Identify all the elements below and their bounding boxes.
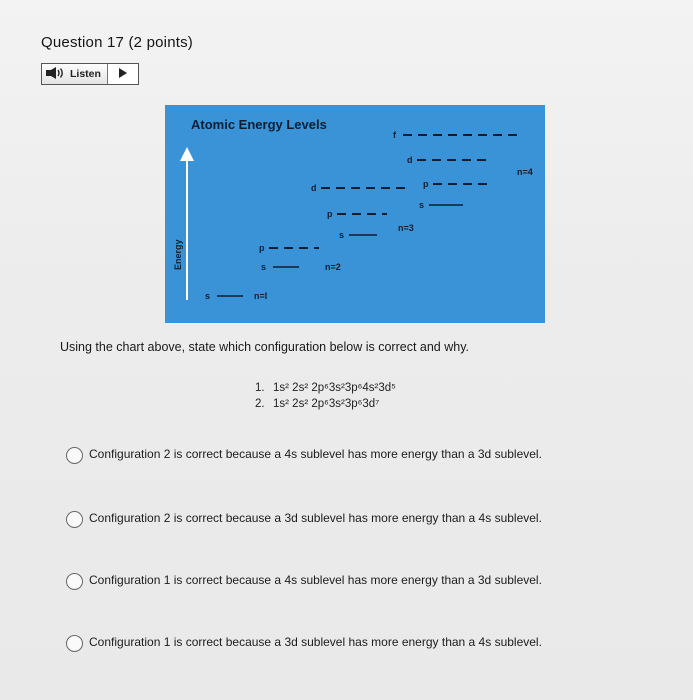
radio-button-3[interactable] xyxy=(66,573,83,590)
level-n4-label: n=4 xyxy=(517,167,533,177)
question-prompt: Using the chart above, state which configuration below is correct and why. xyxy=(60,340,470,354)
answer-option-text: Configuration 2 is correct because a 4s sublevel has more energy than a 3d sublevel. xyxy=(89,447,542,461)
configuration-item xyxy=(255,380,396,396)
level-n3-label: n=3 xyxy=(398,223,414,233)
level-1s-label: s xyxy=(205,291,211,301)
level-3s-label: s xyxy=(339,230,345,240)
level-3d-label: d xyxy=(311,183,317,193)
level-n1-label: n=l xyxy=(254,291,268,301)
answer-option-text: Configuration 1 is correct because a 4s sublevel has more energy than a 3d sublevel. xyxy=(89,573,542,587)
radio-button-2[interactable] xyxy=(66,511,83,528)
answer-option-2[interactable] xyxy=(66,510,609,528)
answer-option-3[interactable] xyxy=(66,572,609,590)
level-3p-label: p xyxy=(327,209,333,219)
configuration-text: 1s² 2s² 2p⁶3s²3p⁶3d⁷ xyxy=(273,398,380,410)
axis-arrow-icon xyxy=(180,147,194,161)
listen-button[interactable] xyxy=(42,64,108,84)
level-4d-label: d xyxy=(407,155,413,165)
answer-option-1[interactable] xyxy=(66,446,609,464)
chart-title: Atomic Energy Levels xyxy=(191,117,327,132)
question-points: (2 points) xyxy=(128,34,193,51)
question-title xyxy=(41,34,193,51)
level-2p-label: p xyxy=(259,243,265,253)
axis-label: Energy xyxy=(173,239,183,270)
energy-level-chart xyxy=(165,105,545,323)
radio-button-4[interactable] xyxy=(66,635,83,652)
radio-button-1[interactable] xyxy=(66,447,83,464)
configuration-text: 1s² 2s² 2p⁶3s²3p⁶4s²3d⁵ xyxy=(273,382,396,394)
level-4p-label: p xyxy=(423,179,429,189)
configuration-number: 2. xyxy=(255,398,265,410)
listen-label: Listen xyxy=(70,68,101,80)
energy-level-diagram xyxy=(165,105,545,323)
level-n2-label: n=2 xyxy=(325,262,341,272)
configuration-number: 1. xyxy=(255,382,265,394)
answer-option-text: Configuration 2 is correct because a 3d sublevel has more energy than a 4s sublevel. xyxy=(89,511,542,525)
question-number: Question 17 xyxy=(41,34,125,51)
listen-toolbar xyxy=(41,63,139,85)
answer-option-4[interactable] xyxy=(66,634,609,652)
speaker-icon xyxy=(46,67,66,82)
answer-option-text: Configuration 1 is correct because a 3d sublevel has more energy than a 4s sublevel. xyxy=(89,635,542,649)
level-4s-label: s xyxy=(419,200,425,210)
level-4f-label: f xyxy=(393,130,396,140)
level-2s-label: s xyxy=(261,262,267,272)
configuration-list xyxy=(255,380,396,412)
configuration-item xyxy=(255,396,396,412)
play-button[interactable] xyxy=(108,64,138,84)
play-icon xyxy=(119,65,127,83)
